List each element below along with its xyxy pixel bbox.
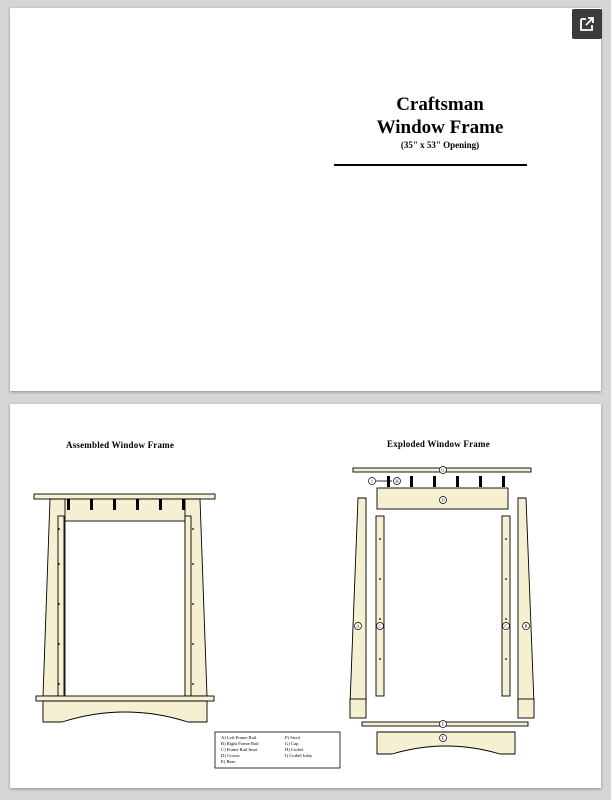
- title-block: [340, 93, 540, 150]
- callout-c2: C: [504, 623, 508, 629]
- corbel-x6: [502, 476, 505, 487]
- assembled-base: [43, 701, 207, 722]
- screw-hole: [505, 578, 507, 580]
- drawing-page: [10, 404, 601, 788]
- screw-hole: [192, 643, 194, 645]
- title-underline: [334, 164, 527, 166]
- legend-item: E) Base: [221, 759, 236, 764]
- corbel-x5: [479, 476, 482, 487]
- exploded-frame: [350, 468, 534, 754]
- screw-hole: [505, 618, 507, 620]
- corbel-3: [113, 499, 116, 510]
- callout-c1: C: [378, 623, 382, 629]
- callout-d: D: [441, 497, 445, 503]
- legend-item: A) Left Frame Rail: [221, 735, 257, 740]
- callout-e: E: [441, 735, 445, 741]
- screw-hole: [505, 538, 507, 540]
- corbel-x4: [456, 476, 459, 487]
- corbel-x2: [410, 476, 413, 487]
- exploded-right-rail: [518, 498, 534, 704]
- screw-hole: [192, 683, 194, 685]
- legend-item: H) Corbel: [285, 747, 304, 752]
- exploded-left-rail: [350, 498, 366, 704]
- screw-hole: [192, 603, 194, 605]
- parts-legend: [215, 732, 340, 768]
- legend-item: B) Right Frame Rail: [221, 741, 259, 746]
- exploded-left-inset: [376, 516, 384, 696]
- assembled-cap: [34, 494, 215, 499]
- callout-h: H: [395, 478, 399, 484]
- assembled-frame: [34, 494, 215, 722]
- exploded-left-rail-foot: [350, 699, 366, 718]
- screw-hole: [379, 618, 381, 620]
- screw-holes: [58, 528, 507, 685]
- assembled-left-inset: [58, 516, 64, 696]
- callout-b: B: [524, 623, 528, 629]
- assembled-heading: Assembled Window Frame: [66, 440, 175, 450]
- callout-f: F: [441, 721, 445, 727]
- assembled-crown: [50, 499, 200, 521]
- exploded-right-rail-foot: [518, 699, 534, 718]
- screw-hole: [379, 658, 381, 660]
- corbel-2: [90, 499, 93, 510]
- corbel-x1: [387, 476, 390, 487]
- exploded-base: [377, 732, 515, 754]
- callout-g: G: [441, 467, 445, 473]
- title-line-2: Window Frame: [376, 117, 504, 138]
- screw-hole: [58, 603, 60, 605]
- screw-hole: [58, 683, 60, 685]
- screw-hole: [58, 643, 60, 645]
- screw-hole: [58, 563, 60, 565]
- screw-hole: [58, 528, 60, 530]
- open-in-new-button[interactable]: [572, 9, 602, 39]
- exploded-heading: Exploded Window Frame: [387, 439, 490, 449]
- legend-item: C) Frame Rail Inset: [221, 747, 258, 752]
- legend-item: D) Crown: [221, 753, 240, 758]
- corbel-1: [67, 499, 70, 510]
- screw-hole: [505, 658, 507, 660]
- corbel-4: [136, 499, 139, 510]
- drawing-canvas: [10, 404, 601, 788]
- exploded-right-inset: [502, 516, 510, 696]
- callout-i: I: [371, 478, 373, 484]
- assembled-right-inset: [185, 516, 191, 696]
- open-in-new-icon: [579, 16, 595, 32]
- legend-item: G) Cap: [285, 741, 299, 746]
- legend-item: F) Stool: [285, 735, 300, 740]
- subtitle: (35" x 53" Opening): [400, 140, 480, 150]
- corbel-5: [159, 499, 162, 510]
- screw-hole: [192, 563, 194, 565]
- cover-page: [10, 8, 601, 391]
- title-line-1: Craftsman: [396, 94, 484, 115]
- screw-hole: [379, 578, 381, 580]
- screw-hole: [192, 528, 194, 530]
- assembled-stool: [36, 696, 214, 701]
- screw-hole: [379, 538, 381, 540]
- corbel-x3: [433, 476, 436, 487]
- corbel-6: [182, 499, 185, 510]
- legend-item: I) Corbel Inlay: [285, 753, 313, 758]
- callout-a: A: [356, 623, 360, 629]
